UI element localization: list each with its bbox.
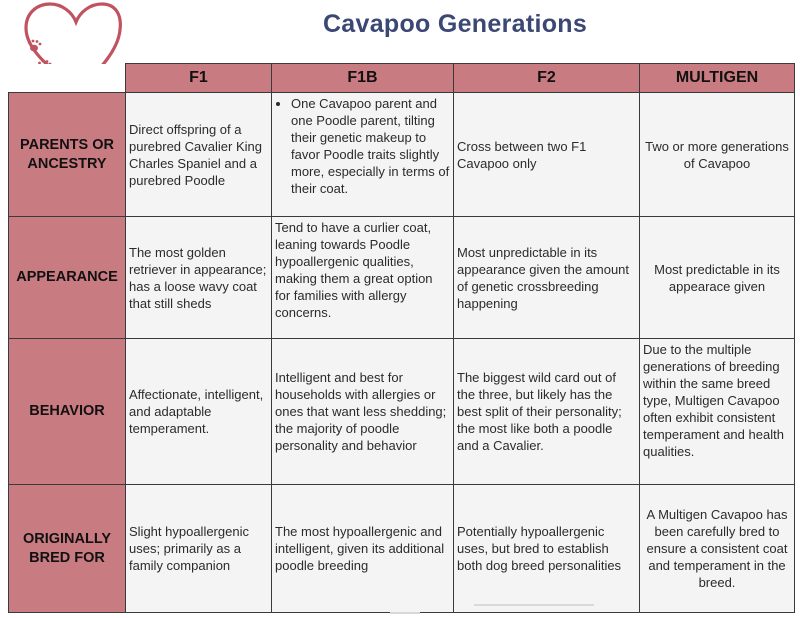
- cell-f1b-parents: [272, 93, 454, 217]
- page-title: Cavapoo Generations: [322, 10, 588, 38]
- fine-print-mark: [474, 604, 594, 606]
- table-row: [9, 339, 795, 485]
- corner-cell: [9, 64, 126, 93]
- row-header-appearance: APPEARANCE: [9, 217, 126, 339]
- cell-f1-parents: Direct offspring of a purebred Cavalier King Charles Spaniel and a purebred Poodle: [126, 93, 272, 217]
- cell-f1b-behavior: Intelligent and best for households with allergies or ones that want less shedding; the majority of poodle personality and behavior: [272, 339, 454, 485]
- column-header-f1: F1: [126, 64, 272, 93]
- bullet-list: [275, 95, 450, 197]
- table-row: [9, 93, 795, 217]
- column-header-f1b: F1B: [272, 64, 454, 93]
- cell-f2-bred-for: Potentially hypoallergenic uses, but bred to establish both dog breed personalities: [454, 485, 640, 613]
- cell-f1-behavior: Affectionate, intelligent, and adaptable temperament.: [126, 339, 272, 485]
- cell-multigen-behavior: Due to the multiple generations of breeding within the same breed type, Multigen Cavapoo often exhibit consistent temperament and health qualities.: [640, 339, 795, 485]
- table-row: [9, 485, 795, 613]
- header-row: [9, 64, 795, 93]
- column-header-multigen: MULTIGEN: [640, 64, 795, 93]
- cell-f2-behavior: The biggest wild card out of the three, but likely has the best split of their personality; the most like both a poodle and a Cavalier.: [454, 339, 640, 485]
- table-row: [9, 217, 795, 339]
- bullet-item: • One Cavapoo parent and one Poodle parent, tilting their genetic makeup to favor Poodle traits slightly more, especially in terms of their coat.: [291, 95, 450, 197]
- cell-f1b-appearance: Tend to have a curlier coat, leaning towards Poodle hypoallergenic qualities, making them a great option for families with allergy concerns.: [272, 217, 454, 339]
- cell-multigen-appearance: Most predictable in its appearace given: [640, 217, 795, 339]
- cell-f2-appearance: Most unpredictable in its appearance given the amount of genetic crossbreeding happening: [454, 217, 640, 339]
- cell-multigen-parents: Two or more generations of Cavapoo: [640, 93, 795, 217]
- cell-f1b-bred-for: The most hypoallergenic and intelligent, given its additional poodle breeding: [272, 485, 454, 613]
- cell-f1-appearance: The most golden retriever in appearance; has a loose wavy coat that still sheds: [126, 217, 272, 339]
- cell-multigen-bred-for: A Multigen Cavapoo has been carefully bred to ensure a consistent coat and temperament in the breed.: [640, 485, 795, 613]
- generations-table: [8, 63, 795, 613]
- fine-print-mark: [390, 612, 420, 614]
- row-header-behavior: BEHAVIOR: [9, 339, 126, 485]
- row-header-parents: PARENTS OR ANCESTRY: [9, 93, 126, 217]
- cell-f1-bred-for: Slight hypoallergenic uses; primarily as a family companion: [126, 485, 272, 613]
- row-header-bred-for: ORIGINALLY BRED FOR: [9, 485, 126, 613]
- cell-f2-parents: Cross between two F1 Cavapoo only: [454, 93, 640, 217]
- column-header-f2: F2: [454, 64, 640, 93]
